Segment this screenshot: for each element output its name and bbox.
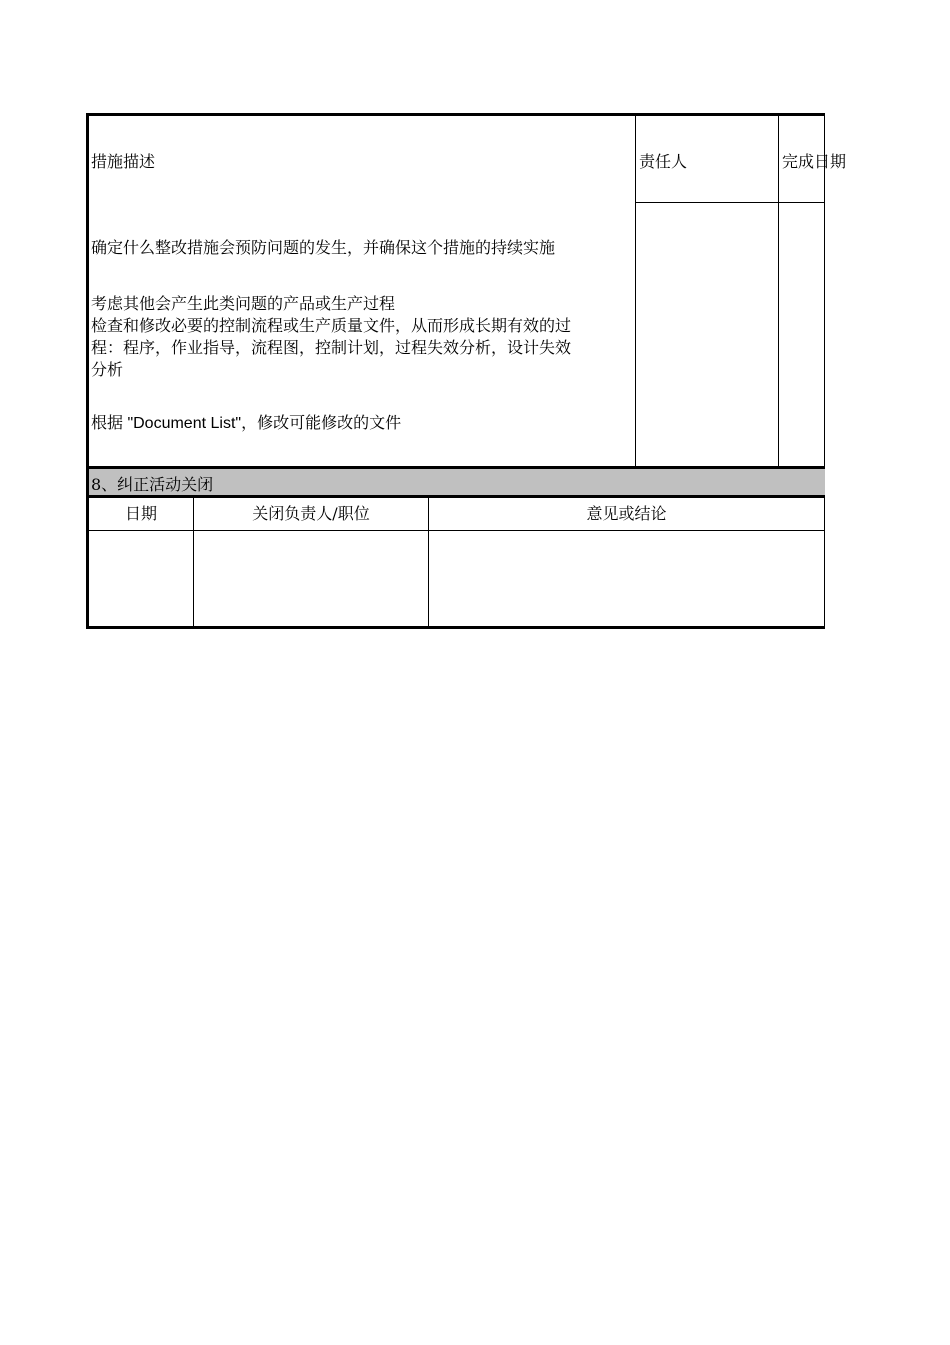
- closure-right-border: [824, 498, 825, 626]
- closure-person-cell[interactable]: [194, 531, 428, 626]
- closure-person-header: 关闭负责人/职位: [252, 504, 370, 523]
- measure-description-header: 措施描述: [91, 152, 156, 171]
- closure-opinion-cell[interactable]: [429, 531, 824, 626]
- completion-date-header: 完成日期: [782, 152, 847, 171]
- measure-item-prevent: 确定什么整改措施会预防问题的发生，并确保这个措施的持续实施: [91, 238, 556, 257]
- header-row-divider: [635, 202, 825, 203]
- measures-section: [86, 113, 847, 466]
- owner-column-divider: [635, 116, 636, 466]
- measure-item-review-processes: 考虑其他会产生此类问题的产品或生产过程 检查和修改必要的控制流程或生产质量文件，从而形成长期有效的过 程：程序，作业指导，流程图，控制计划，过程失效分析，设计失效 分析: [91, 294, 572, 379]
- corrective-action-form: [86, 113, 847, 629]
- section-8-title: 8、纠正活动关闭: [91, 475, 214, 494]
- date-column-divider: [778, 116, 779, 466]
- owner-header: 责任人: [639, 152, 688, 171]
- measure-item-document-list: 根据 "Document List"，修改可能修改的文件: [91, 415, 402, 432]
- section-8-header: [86, 466, 825, 498]
- closure-date-header: 日期: [124, 504, 157, 523]
- closure-table: [86, 498, 825, 629]
- closure-opinion-header: 意见或结论: [586, 504, 667, 523]
- closure-date-cell[interactable]: [89, 531, 193, 626]
